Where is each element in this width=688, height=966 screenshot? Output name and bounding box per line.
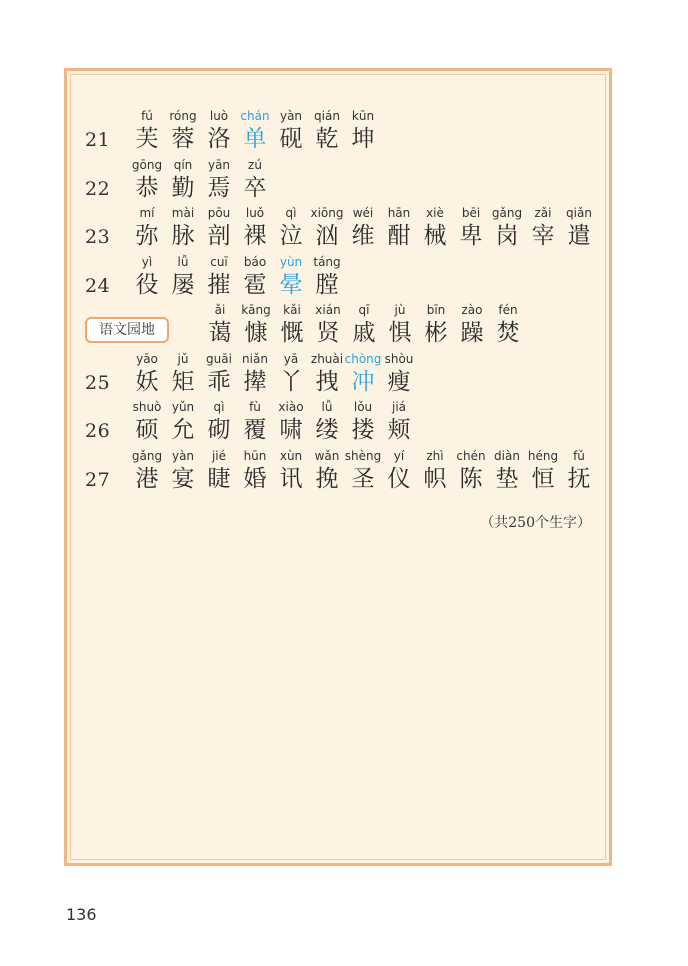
- hanzi: 脉: [171, 223, 195, 249]
- pinyin: bīn: [426, 303, 446, 317]
- hanzi: 遣: [567, 223, 591, 249]
- pinyin: yàn: [171, 448, 195, 463]
- pinyin: kūn: [351, 109, 375, 123]
- pinyin: qī: [358, 303, 370, 317]
- hanzi: 婚: [243, 465, 267, 492]
- hanzi: 宰: [531, 223, 555, 249]
- pinyin: zú: [248, 157, 262, 172]
- pinyin: qín: [173, 157, 193, 172]
- hanzi: 晕: [279, 271, 303, 298]
- pinyin: yí: [393, 448, 405, 463]
- hanzi: 芙: [135, 126, 159, 152]
- hanzi: 单: [243, 126, 267, 152]
- lesson-number: 22: [85, 177, 111, 200]
- pinyin: chán: [240, 109, 270, 123]
- pinyin: lǒu: [353, 400, 373, 414]
- hanzi: 搂: [351, 417, 375, 443]
- hanzi: 仪: [387, 465, 411, 492]
- hanzi: 陈: [459, 465, 483, 492]
- character-row: [67, 448, 609, 496]
- hanzi: 屡: [171, 271, 195, 298]
- pinyin: shèng: [344, 448, 382, 463]
- pinyin: wǎn: [314, 448, 340, 463]
- hanzi: 矩: [171, 368, 195, 395]
- hanzi: 卒: [243, 174, 267, 201]
- pinyin: fén: [498, 303, 518, 317]
- hanzi: 摧: [207, 271, 231, 298]
- hanzi: 覆: [243, 417, 267, 443]
- pinyin: luò: [209, 109, 229, 123]
- hanzi: 汹: [315, 223, 339, 249]
- pinyin: xùn: [279, 448, 303, 463]
- pinyin: jié: [211, 448, 227, 463]
- hanzi: 勤: [171, 174, 195, 201]
- pinyin: lǚ: [321, 400, 333, 414]
- pinyin: wéi: [352, 206, 374, 220]
- hanzi: 丫: [279, 368, 303, 395]
- character-row: [67, 254, 609, 302]
- pinyin: táng: [313, 254, 341, 269]
- hanzi: 雹: [243, 271, 267, 298]
- pinyin: yāo: [136, 351, 158, 366]
- character-cell: [237, 157, 273, 203]
- hanzi: 颊: [387, 417, 411, 443]
- pinyin: chòng: [344, 351, 382, 366]
- pinyin: hān: [387, 206, 411, 220]
- hanzi: 硕: [135, 417, 159, 443]
- hanzi: 挽: [315, 465, 339, 492]
- hanzi: 乖: [207, 368, 231, 395]
- pinyin: yùn: [279, 254, 303, 269]
- hanzi: 躁: [460, 320, 484, 346]
- pinyin: niǎn: [242, 351, 268, 366]
- hanzi: 慨: [280, 320, 304, 346]
- pinyin: zào: [461, 303, 483, 317]
- pinyin: mài: [171, 206, 195, 220]
- hanzi: 乾: [315, 126, 339, 152]
- hanzi: 帜: [423, 465, 447, 492]
- hanzi: 砚: [279, 126, 303, 152]
- hanzi: 砌: [207, 417, 231, 443]
- pinyin: qiǎn: [566, 206, 592, 220]
- hanzi: 港: [135, 465, 159, 492]
- character-cell: [561, 205, 597, 251]
- hanzi: 焚: [496, 320, 520, 346]
- lesson-number: 26: [85, 420, 111, 442]
- pinyin: zhì: [426, 448, 444, 463]
- lesson-number: 23: [85, 226, 111, 248]
- hanzi: 焉: [207, 174, 231, 201]
- pinyin: jiá: [391, 400, 407, 414]
- hanzi: 慷: [244, 320, 268, 346]
- pinyin: shòu: [384, 351, 414, 366]
- pinyin: fù: [249, 400, 261, 414]
- pinyin: yān: [207, 157, 231, 172]
- lesson-number: 21: [85, 129, 111, 151]
- hanzi: 蔼: [208, 320, 232, 346]
- hanzi: 役: [135, 271, 159, 298]
- pinyin: qì: [213, 400, 225, 414]
- pinyin: luǒ: [245, 206, 265, 220]
- hanzi: 圣: [351, 465, 375, 492]
- hanzi: 讯: [279, 465, 303, 492]
- pinyin: zhuài: [310, 351, 344, 366]
- pinyin: jù: [394, 303, 406, 317]
- hanzi: 缕: [315, 417, 339, 443]
- pinyin: báo: [243, 254, 267, 269]
- hanzi: 恭: [135, 174, 159, 201]
- hanzi: 泣: [279, 223, 303, 249]
- hanzi: 垫: [495, 465, 519, 492]
- pinyin: pōu: [207, 206, 231, 220]
- hanzi: 酣: [387, 223, 411, 249]
- hanzi: 膛: [315, 271, 339, 298]
- hanzi: 岗: [495, 223, 519, 249]
- pinyin: qì: [285, 206, 297, 220]
- pinyin: yǔn: [171, 400, 195, 414]
- hanzi: 撵: [243, 368, 267, 395]
- character-row: [67, 399, 609, 447]
- pinyin: xiè: [426, 206, 444, 220]
- hanzi: 睫: [207, 465, 231, 492]
- hanzi: 彬: [424, 320, 448, 346]
- lesson-number: 27: [85, 468, 111, 491]
- pinyin: fú: [141, 109, 153, 123]
- character-row: [67, 351, 609, 399]
- pinyin: qián: [314, 109, 340, 123]
- pinyin: mí: [139, 206, 155, 220]
- character-table-panel: [64, 68, 612, 866]
- character-row: [67, 108, 609, 156]
- pinyin: ǎi: [214, 303, 226, 317]
- character-row: [67, 205, 609, 253]
- hanzi: 械: [423, 223, 447, 249]
- hanzi: 抚: [567, 465, 591, 492]
- hanzi: 冲: [351, 368, 375, 395]
- pinyin: róng: [169, 109, 197, 123]
- page-number: 136: [66, 905, 97, 924]
- hanzi: 拽: [315, 368, 339, 395]
- hanzi: 戚: [352, 320, 376, 346]
- hanzi: 瘦: [387, 368, 411, 395]
- hanzi: 宴: [171, 465, 195, 492]
- pinyin: yàn: [279, 109, 303, 123]
- pinyin: fǔ: [573, 448, 585, 463]
- pinyin: gǎng: [131, 448, 163, 463]
- pinyin: shuò: [132, 400, 162, 414]
- lesson-number: 24: [85, 274, 111, 297]
- hanzi: 剖: [207, 223, 231, 249]
- pinyin: bēi: [461, 206, 481, 220]
- character-cell: [381, 351, 417, 397]
- character-cell: [381, 399, 417, 445]
- pinyin: jǔ: [177, 351, 189, 366]
- hanzi: 允: [171, 417, 195, 443]
- hanzi: 卑: [459, 223, 483, 249]
- pinyin: zǎi: [534, 206, 552, 220]
- pinyin: yā: [283, 351, 299, 366]
- pinyin: lǚ: [177, 254, 189, 269]
- character-cell: [309, 254, 345, 300]
- hanzi: 贤: [316, 320, 340, 346]
- pinyin: yì: [141, 254, 153, 269]
- hanzi: 洛: [207, 126, 231, 152]
- total-character-count: （共250个生字）: [480, 515, 591, 531]
- pinyin: héng: [527, 448, 559, 463]
- hanzi: 维: [351, 223, 375, 249]
- pinyin: xián: [315, 303, 341, 317]
- pinyin: chén: [456, 448, 486, 463]
- pinyin: cuī: [210, 254, 228, 269]
- character-cell: [345, 108, 381, 154]
- hanzi: 弥: [135, 223, 159, 249]
- pinyin: kāng: [241, 303, 271, 317]
- pinyin: kǎi: [283, 303, 301, 317]
- pinyin: diàn: [494, 448, 520, 463]
- hanzi: 啸: [279, 417, 303, 443]
- hanzi: 蓉: [171, 126, 195, 152]
- hanzi: 惧: [388, 320, 412, 346]
- character-cell: [561, 448, 597, 494]
- hanzi: 恒: [531, 465, 555, 492]
- hanzi: 坤: [351, 126, 375, 152]
- pinyin: gōng: [131, 157, 163, 172]
- pinyin: guāi: [206, 351, 232, 366]
- lesson-number: 25: [85, 371, 111, 394]
- pinyin: gǎng: [491, 206, 523, 220]
- pinyin: xiào: [278, 400, 304, 414]
- hanzi: 裸: [243, 223, 267, 249]
- hanzi: 妖: [135, 368, 159, 395]
- character-row: [67, 157, 609, 205]
- pinyin: xiōng: [310, 206, 344, 220]
- character-cell: [490, 302, 526, 348]
- yuwen-garden-label: 语文园地: [85, 317, 169, 343]
- pinyin: hūn: [243, 448, 267, 463]
